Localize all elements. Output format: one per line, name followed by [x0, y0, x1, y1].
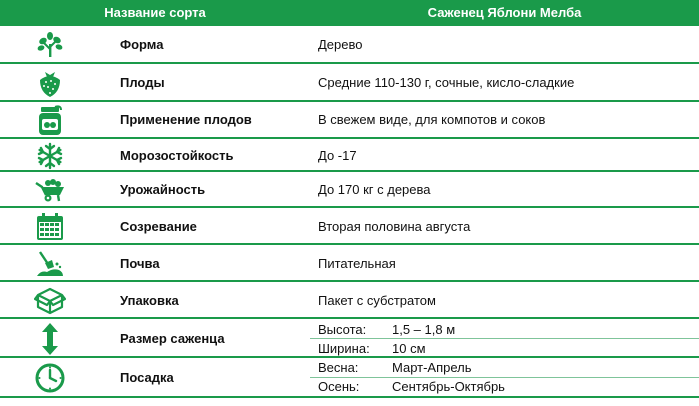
row-label-size: Размер саженца [120, 331, 225, 346]
header-variety-name: Название сорта [104, 5, 206, 20]
row-label-form: Форма [120, 37, 164, 52]
planting-spring-key: Весна: [318, 360, 359, 375]
jar-icon [30, 104, 70, 137]
box-icon [30, 284, 70, 317]
table-row [0, 282, 699, 319]
size-width-value: 10 см [392, 341, 426, 356]
divider [310, 377, 699, 378]
table-row [0, 245, 699, 282]
planting-autumn-key: Осень: [318, 379, 360, 394]
planting-autumn [310, 379, 699, 395]
shovel-soil-icon [30, 248, 70, 279]
row-label-fruits: Плоды [120, 75, 165, 90]
row-value-form: Дерево [318, 37, 363, 52]
size-width-key: Ширина: [318, 341, 370, 356]
table-row [0, 102, 699, 139]
size-height-value: 1,5 – 1,8 м [392, 322, 456, 337]
row-value-yield: До 170 кг с дерева [318, 182, 431, 197]
clock-icon [30, 361, 70, 395]
tree-icon [30, 30, 70, 60]
vertical-arrows-icon [30, 321, 70, 356]
row-label-frost: Морозостойкость [120, 148, 234, 163]
snowflake-icon [30, 141, 70, 170]
table-row [0, 358, 699, 398]
divider [310, 338, 699, 339]
planting-spring-value: Март-Апрель [392, 360, 472, 375]
wheelbarrow-icon [30, 175, 70, 205]
row-label-package: Упаковка [120, 293, 179, 308]
calendar-icon [30, 211, 70, 242]
table-row [0, 26, 699, 64]
row-value-fruits: Средние 110-130 г, сочные, кисло-сладкие [318, 75, 575, 90]
size-height-key: Высота: [318, 322, 367, 337]
row-label-planting: Посадка [120, 370, 174, 385]
table-row [0, 64, 699, 102]
strawberry-icon [30, 67, 70, 99]
row-value-frost: До -17 [318, 148, 357, 163]
row-label-soil: Почва [120, 256, 160, 271]
row-value-usage: В свежем виде, для компотов и соков [318, 112, 546, 127]
size-width [310, 341, 699, 357]
table-header [0, 0, 699, 26]
table-row [0, 208, 699, 245]
row-value-package: Пакет с субстратом [318, 293, 436, 308]
table-row [0, 172, 699, 208]
row-value-soil: Питательная [318, 256, 396, 271]
header-seedling-name: Саженец Яблони Мелба [427, 5, 582, 20]
row-label-yield: Урожайность [120, 182, 206, 197]
size-height [310, 322, 699, 338]
table-row [0, 139, 699, 172]
row-label-ripening: Созревание [120, 219, 197, 234]
row-label-usage: Применение плодов [120, 112, 252, 127]
planting-autumn-value: Сентябрь-Октябрь [392, 379, 505, 394]
table-row [0, 319, 699, 358]
row-value-ripening: Вторая половина августа [318, 219, 471, 234]
planting-spring [310, 360, 699, 376]
